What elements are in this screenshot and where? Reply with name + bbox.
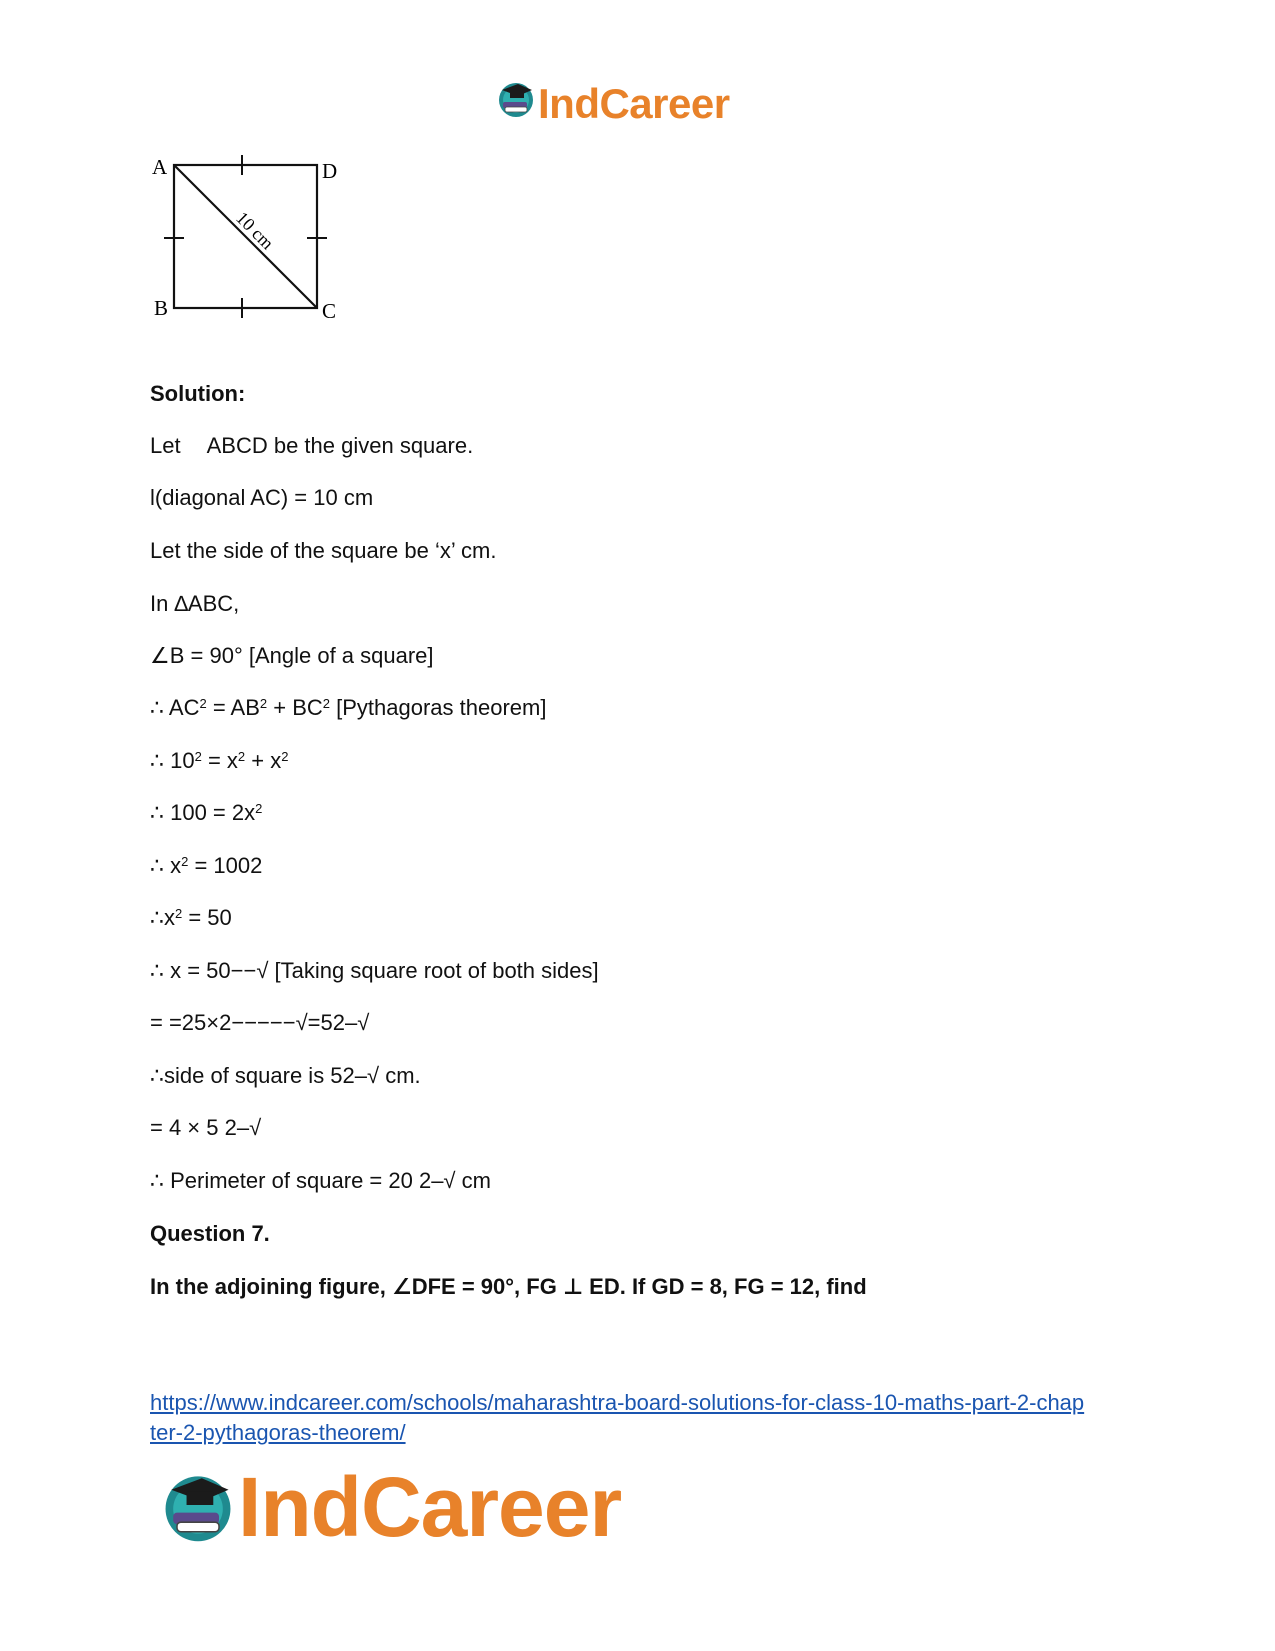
source-link-line-2[interactable]: ter-2-pythagoras-theorem/ — [150, 1420, 406, 1445]
pyth-sup-3: 2 — [322, 696, 331, 711]
question-text: In the adjoining figure, ∠DFE = 90°, FG ⊥ ED. If GD = 8, FG = 12, find — [150, 1274, 867, 1299]
eq2-part-1: ∴ 100 = 2x — [150, 800, 256, 825]
header-logo — [496, 76, 786, 136]
line-triangle: In ∆ABC, — [150, 591, 240, 616]
header-logo-text: IndCareer — [538, 80, 730, 127]
eq3-part-2: = 1002 — [188, 853, 263, 878]
eq1-sup-3: 2 — [281, 749, 289, 764]
pyth-part-2: = AB — [206, 695, 260, 720]
eq1-part-3: + x — [245, 748, 282, 773]
eq3-sup-1: 2 — [181, 854, 189, 869]
pyth-sup-1: 2 — [199, 696, 207, 711]
pyth-sup-2: 2 — [259, 696, 268, 711]
let-rest: ABCD be the given square. — [206, 433, 474, 458]
line-eq4 — [150, 904, 232, 932]
graduation-cap-book-globe-icon — [158, 1463, 238, 1547]
solution-heading: Solution: — [150, 381, 246, 406]
line-angle: ∠B = 90° [Angle of a square] — [150, 643, 434, 668]
eq4-sup-1: 2 — [175, 906, 183, 921]
line-side: Let the side of the square be ‘x’ cm. — [150, 538, 497, 563]
eq4-part-1: ∴x — [150, 905, 175, 930]
let-word: Let — [150, 433, 181, 458]
graduation-cap-book-globe-icon — [496, 76, 536, 120]
line-square-root: ∴ x = 50−−√ [Taking square root of both sides] — [150, 958, 599, 983]
eq1-sup-1: 2 — [194, 749, 202, 764]
eq4-part-2: = 50 — [182, 905, 232, 930]
line-diagonal: l(diagonal AC) = 10 cm — [150, 485, 374, 510]
vertex-d-label: D — [322, 159, 338, 183]
source-link[interactable] — [150, 1388, 1140, 1448]
pyth-part-3: + BC — [267, 695, 323, 720]
footer-logo-text: IndCareer — [238, 1460, 622, 1554]
pyth-part-4: [Pythagoras theorem] — [330, 695, 547, 720]
source-link-line-1[interactable]: https://www.indcareer.com/schools/maharashtra-board-solutions-for-class-10-maths-part-2-chap — [150, 1390, 1085, 1415]
line-eq2 — [150, 799, 262, 827]
line-side-result: ∴side of square is 52–√ cm. — [150, 1063, 421, 1088]
square-abcd-figure — [150, 155, 370, 345]
eq2-sup-1: 2 — [255, 801, 263, 816]
eq1-sup-2: 2 — [237, 749, 246, 764]
line-perimeter-calc: = 4 × 5 2–√ — [150, 1115, 262, 1140]
diagonal-length-label: 10 cm — [232, 207, 278, 254]
vertex-a-label: A — [152, 155, 168, 179]
line-eq1 — [150, 747, 288, 775]
line-simplify: = =25×2−−−−−√=52–√ — [150, 1010, 370, 1035]
eq1-part-2: = x — [201, 748, 238, 773]
vertex-b-label: B — [154, 296, 169, 320]
question-heading: Question 7. — [150, 1221, 270, 1246]
line-eq3 — [150, 852, 262, 880]
vertex-c-label: C — [322, 299, 337, 323]
line-let — [150, 432, 473, 460]
eq1-part-1: ∴ 10 — [150, 748, 195, 773]
eq3-part-1: ∴ x — [150, 853, 182, 878]
line-pythagoras — [150, 694, 546, 722]
pyth-part-1: ∴ AC — [150, 695, 200, 720]
line-perimeter: ∴ Perimeter of square = 20 2–√ cm — [150, 1168, 491, 1193]
footer-logo — [158, 1460, 698, 1563]
